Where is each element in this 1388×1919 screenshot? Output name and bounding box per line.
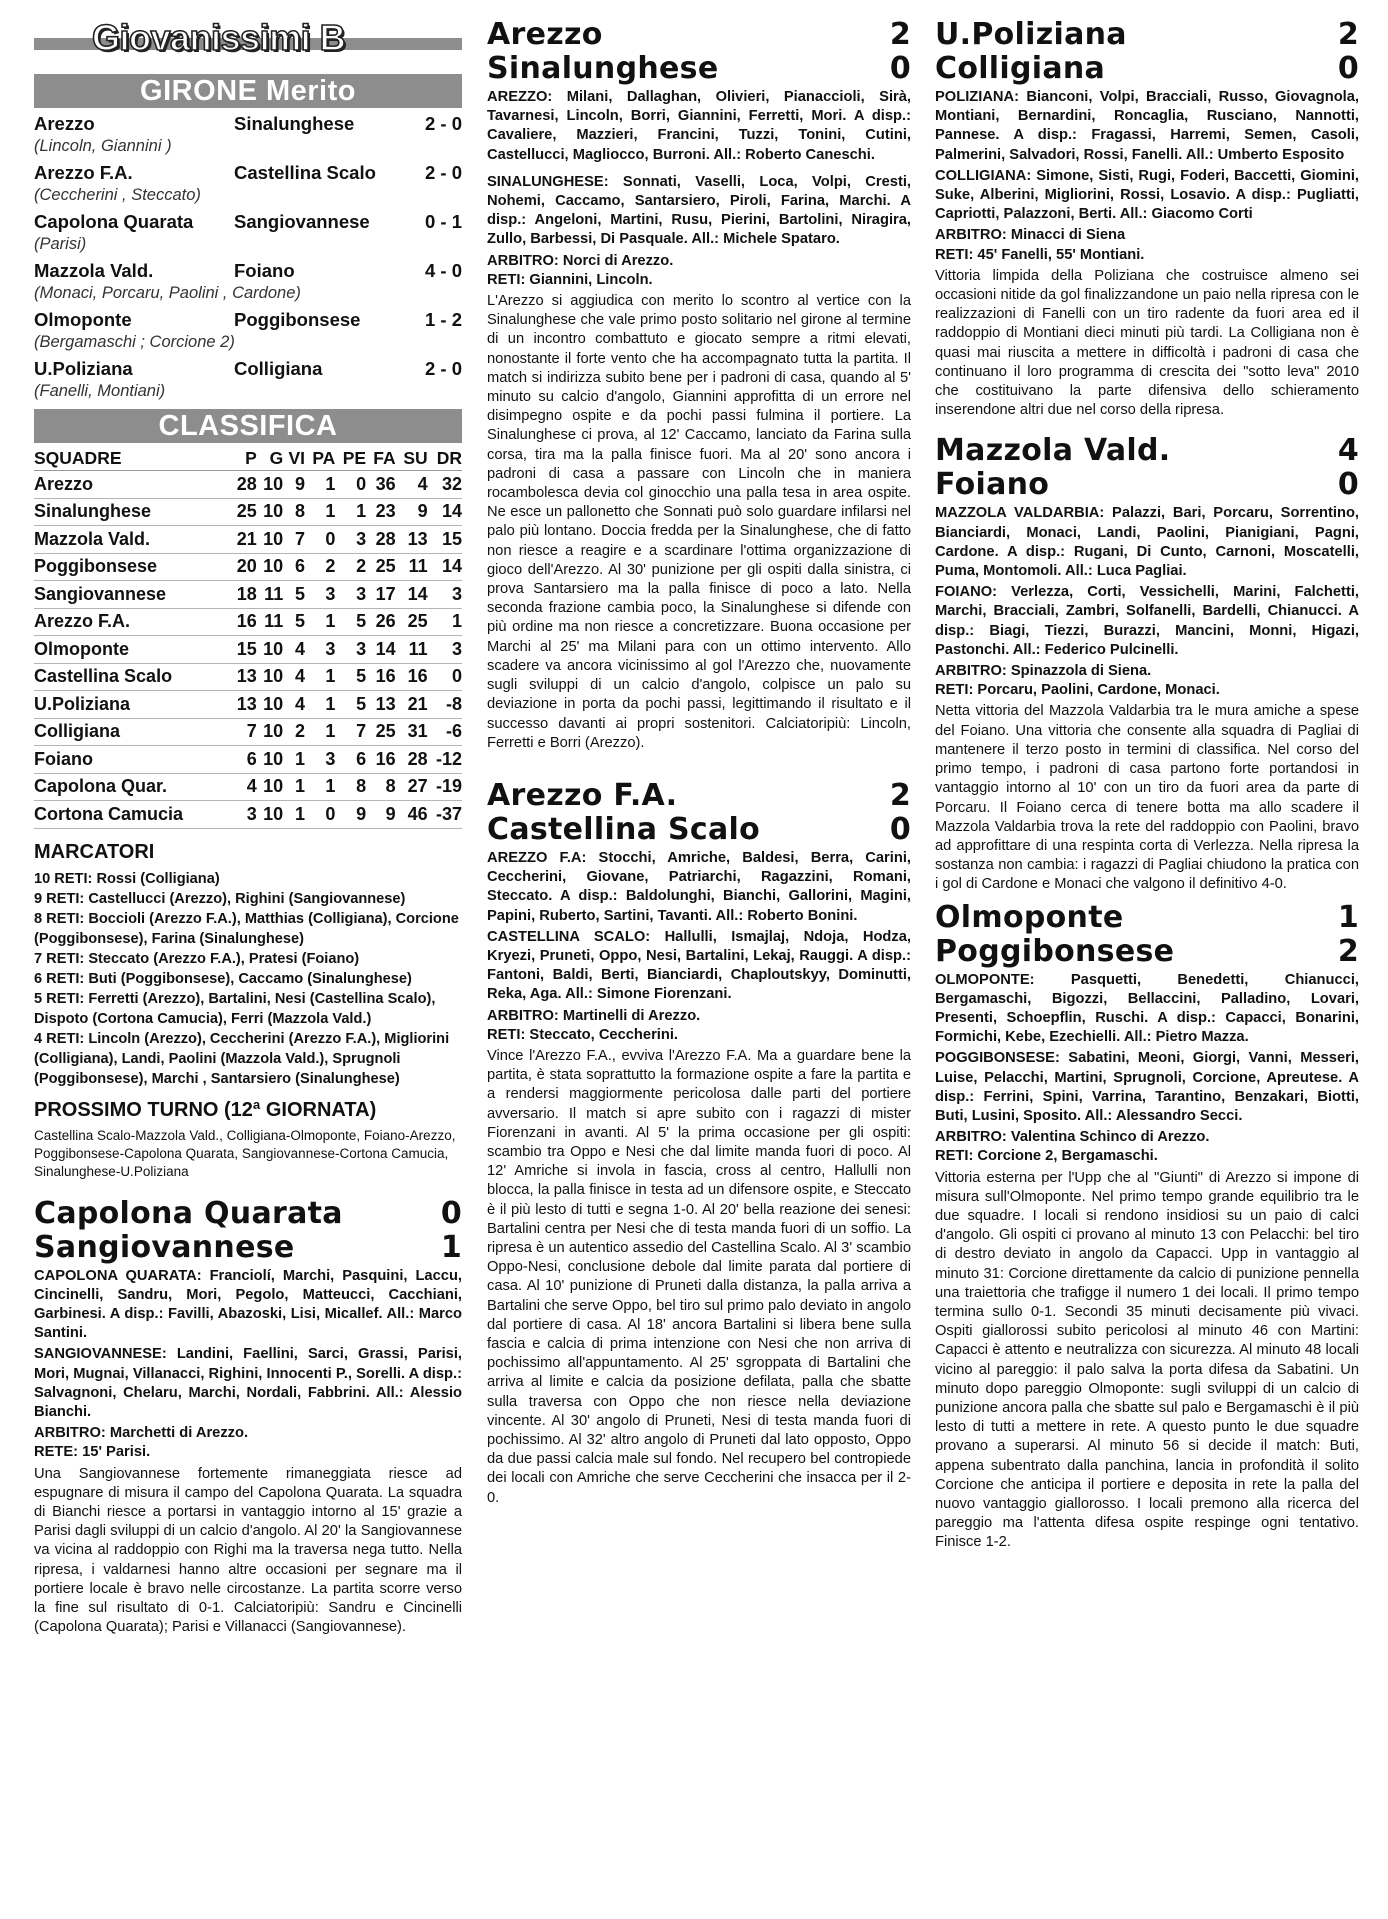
stat-cell: 14	[366, 636, 395, 664]
result-row	[34, 357, 462, 381]
stat-cell: 10	[257, 526, 283, 554]
stat-cell: 5	[335, 691, 366, 719]
stat-cell: 13	[230, 691, 256, 719]
list-item: 10 RETI: Rossi (Colligiana)	[34, 870, 220, 887]
team-name: Castellina Scalo	[34, 663, 230, 691]
match-head-home: Arezzo 2	[487, 17, 911, 52]
stat-cell: 28	[230, 471, 256, 499]
reti: RETE: 15' Parisi.	[34, 1444, 151, 1461]
stat-cell: 16	[366, 663, 395, 691]
stat-cell: 3	[428, 636, 462, 664]
result-row	[34, 259, 462, 283]
standings-header-row	[34, 447, 462, 471]
result-score: 2 - 0	[424, 358, 462, 379]
lineup-home: MAZZOLA VALDARBIA: Palazzi, Bari, Porcaru, Sorrentino, Bianciardi, Monaci, Landi, Paolini, Pianigiani, Pagni, Cardone. A disp.: Rugani, Di Cunto, Carnoni, Moscatelli, Puma, Montomoli. All.: Luca Pagliai.	[935, 505, 1359, 580]
stat-cell: 13	[366, 691, 395, 719]
stat-cell: 1	[305, 773, 335, 801]
stat-cell: 10	[257, 471, 283, 499]
stat-cell: 10	[257, 746, 283, 774]
stat-cell: 5	[283, 581, 305, 609]
stat-cell: 9	[366, 801, 395, 829]
stat-cell: 16	[396, 663, 428, 691]
stat-cell: -12	[428, 746, 462, 774]
list-item: 6 RETI: Buti (Poggibonsese), Caccamo (Sinalunghese)	[34, 970, 412, 987]
stat-cell: 28	[366, 526, 395, 554]
stat-cell: 2	[335, 553, 366, 581]
stat-cell: 11	[257, 581, 283, 609]
stat-cell: 15	[428, 526, 462, 554]
stat-cell: 1	[305, 691, 335, 719]
stat-cell: 3	[335, 581, 366, 609]
stat-cell: 8	[335, 773, 366, 801]
stat-cell: 10	[257, 773, 283, 801]
result-scorers: (Lincoln, Giannini )	[34, 137, 172, 155]
lineup-home: AREZZO: Milani, Dallaghan, Olivieri, Pianaccioli, Sirà, Tavarnesi, Lincoln, Borri, Giannini, Ferretti, Mori. A disp.: Cavaliere, Mazzieri, Francini, Tuzzi, Tonini, Cutini, Castellucci, Magliocco, Burroni. All.: Roberto Caneschi.	[487, 89, 911, 163]
stat-cell: 4	[283, 691, 305, 719]
arbitro: ARBITRO: Martinelli di Arezzo.	[487, 1007, 701, 1024]
stat-cell: 11	[257, 608, 283, 636]
stat-cell: 25	[230, 498, 256, 526]
result-score: 1 - 2	[424, 309, 462, 330]
stat-cell: 3	[428, 581, 462, 609]
stat-cell: 9	[335, 801, 366, 829]
team-name: Cortona Camucia	[34, 801, 230, 829]
match-head-home: Arezzo F.A. 2	[487, 777, 911, 813]
stat-cell: 6	[230, 746, 256, 774]
team-name: Arezzo	[34, 471, 230, 499]
stat-cell: 1	[428, 608, 462, 636]
match-head-home: U.Poliziana 2	[935, 17, 1359, 52]
stat-cell: 4	[283, 663, 305, 691]
stat-cell: 10	[257, 691, 283, 719]
stat-cell: 27	[396, 773, 428, 801]
lineup-away: FOIANO: Verlezza, Corti, Vessichelli, Marini, Falchetti, Marchi, Bracciali, Zambri, Solfanelli, Bardelli, Chianucci. A disp.: Biagi, Tiezzi, Burazzi, Mancini, Monni, Higazi, Pastonchi. All.: Federico Pulcinelli.	[935, 584, 1359, 658]
team-name: Poggibonsese	[34, 553, 230, 581]
stat-cell: -6	[428, 718, 462, 746]
stat-cell: 8	[366, 773, 395, 801]
stat-cell: -37	[428, 801, 462, 829]
stat-cell: 13	[230, 663, 256, 691]
standings-header-cell: SQUADRE	[34, 447, 230, 471]
stat-cell: 10	[257, 801, 283, 829]
match-arezzo	[487, 18, 911, 753]
page-title-text: Giovanissimi B	[92, 17, 346, 58]
standings-body	[34, 471, 462, 829]
column-right	[935, 18, 1359, 1553]
match-capolona	[34, 1197, 462, 1638]
match-head-away: Castellina Scalo 0	[487, 811, 911, 847]
lineup-away: POGGIBONSESE: Sabatini, Meoni, Giorgi, Vanni, Messeri, Luise, Pelacchi, Martini, Sprugnoli, Corcione, Apreutese. A disp.: Ferrini, Spini, Varrina, Tarantino, Benzakari, Biotti, Buti, Lusini, Sposito. All.: Alessandro Secci.	[935, 1050, 1359, 1124]
team-name: Foiano	[34, 746, 230, 774]
stat-cell: 6	[283, 553, 305, 581]
column-middle	[487, 18, 911, 1508]
standings-header-cell: FA	[366, 447, 395, 471]
table-row	[34, 801, 462, 829]
stat-cell: 1	[305, 471, 335, 499]
stat-cell: 2	[305, 553, 335, 581]
match-head-away: Colligiana 0	[935, 51, 1359, 86]
stat-cell: 14	[396, 581, 428, 609]
standings-header-cell: DR	[428, 447, 462, 471]
page-title	[34, 18, 462, 58]
stat-cell: 0	[428, 663, 462, 691]
arbitro: ARBITRO: Minacci di Siena	[935, 227, 1126, 244]
lineup-home: AREZZO F.A: Stocchi, Amriche, Baldesi, Berra, Carini, Ceccherini, Giovane, Patriarchi, Ragazzini, Romani, Steccato. A disp.: Baldolunghi, Bianchi, Gallorini, Magini, Papini, Ruberto, Sartini, Tavanti. All.: Roberto Bonini.	[487, 849, 911, 924]
reti: RETI: Corcione 2, Bergamaschi.	[935, 1148, 1158, 1165]
prossimo-heading: PROSSIMO TURNO (12ª GIORNATA)	[34, 1098, 377, 1121]
marcatori-list	[34, 869, 462, 1089]
table-row	[34, 636, 462, 664]
team-name: Arezzo F.A.	[34, 608, 230, 636]
stat-cell: 11	[396, 636, 428, 664]
stat-cell: 4	[283, 636, 305, 664]
table-row	[34, 663, 462, 691]
lineup-away: COLLIGIANA: Simone, Sisti, Rugi, Foderi, Baccetti, Giomini, Suke, Alberini, Migliorini, Rossi, Losavio. A disp.: Pugliatti, Capriotti, Palazzoni, Berti. All.: Giacomo Corti	[935, 167, 1359, 223]
lineup-away: SINALUNGHESE: Sonnati, Vaselli, Loca, Volpi, Cresti, Nohemi, Caccamo, Santarsiero, Piroli, Farina, Marchi. A disp.: Angeloni, Martini, Rusu, Pierini, Bartolini, Niragira, Zullo, Barbessi, Di Pasquale. All.: Michele Spataro.	[487, 173, 911, 248]
team-name: Sinalunghese	[34, 498, 230, 526]
stat-cell: 10	[257, 718, 283, 746]
list-item: 9 RETI: Castellucci (Arezzo), Righini (Sangiovannese)	[34, 890, 406, 907]
result-row	[34, 161, 462, 185]
stat-cell: 36	[366, 471, 395, 499]
team-name: U.Poliziana	[34, 691, 230, 719]
result-scorers: (Monaci, Porcaru, Paolini , Cardone)	[34, 284, 301, 302]
list-item: 4 RETI: Lincoln (Arezzo), Ceccherini (Arezzo F.A.), Migliorini (Colligiana), Landi, Paolini (Mazzola Vald.), Sprugnoli (Poggibonsese), Marchi , Santarsiero (Sinalunghese)	[34, 1030, 450, 1087]
team-name: Mazzola Vald.	[34, 526, 230, 554]
match-head-away: Sinalunghese 0	[487, 51, 911, 86]
stat-cell: 20	[230, 553, 256, 581]
table-row	[34, 553, 462, 581]
stat-cell: 10	[257, 553, 283, 581]
table-row	[34, 498, 462, 526]
stat-cell: 2	[283, 718, 305, 746]
reti: RETI: Steccato, Ceccherini.	[487, 1026, 678, 1043]
stat-cell: 5	[335, 663, 366, 691]
stat-cell: 31	[396, 718, 428, 746]
stat-cell: 21	[230, 526, 256, 554]
lineup-home: OLMOPONTE: Pasquetti, Benedetti, Chianucci, Bergamaschi, Bigozzi, Bellaccini, Palladino, Lovari, Presenti, Schoepflin, Ruschi. A disp.: Capacci, Bonarini, Formichi, Kebe, Ezechielli. All.: Pietro Mazza.	[935, 971, 1359, 1046]
team-name: Sangiovannese	[34, 581, 230, 609]
stat-cell: 3	[230, 801, 256, 829]
result-home: Olmoponte	[34, 309, 132, 330]
list-item: 5 RETI: Ferretti (Arezzo), Bartalini, Nesi (Castellina Scalo), Dispoto (Cortona Camucia), Ferri (Mazzola Vald.)	[34, 990, 436, 1027]
standings-header-cell: VI	[283, 447, 305, 471]
stat-cell: 7	[283, 526, 305, 554]
stat-cell: 14	[428, 498, 462, 526]
lineup-away: SANGIOVANNESE: Landini, Faellini, Sarci, Grassi, Parisi, Mori, Mugnai, Villanacci, Righini, Innocenti P., Sorelli. A disp.: Salvagnoni, Chelaru, Marchi, Nordali, Fabbrini. All.: Alessio Bianchi.	[34, 1346, 462, 1420]
match-head-home: Olmoponte 1	[935, 899, 1359, 935]
result-scorers: (Ceccherini , Steccato)	[34, 186, 201, 204]
result-away: Foiano	[234, 260, 295, 281]
stat-cell: 13	[396, 526, 428, 554]
result-home: Arezzo F.A.	[34, 162, 133, 183]
results-list	[34, 112, 462, 403]
stat-cell: 5	[283, 608, 305, 636]
stat-cell: 16	[230, 608, 256, 636]
list-item: 8 RETI: Boccioli (Arezzo F.A.), Matthias (Colligiana), Corcione (Poggibonsese), Farina (Sinalunghese)	[34, 910, 459, 947]
stat-cell: 1	[305, 663, 335, 691]
stat-cell: 3	[305, 636, 335, 664]
result-score: 4 - 0	[424, 260, 462, 281]
table-row	[34, 526, 462, 554]
girone-heading: GIRONE Merito	[34, 74, 462, 108]
result-row	[34, 112, 462, 136]
match-mazzola	[935, 434, 1359, 894]
stat-cell: 6	[335, 746, 366, 774]
stat-cell: 1	[305, 608, 335, 636]
stat-cell: 3	[305, 746, 335, 774]
match-head-away: Foiano 0	[935, 467, 1359, 503]
stat-cell: 25	[366, 718, 395, 746]
standings-header-cell: PA	[305, 447, 335, 471]
standings-table	[34, 447, 462, 829]
standings-header-cell: SU	[396, 447, 428, 471]
stat-cell: 25	[366, 553, 395, 581]
stat-cell: -8	[428, 691, 462, 719]
marcatori-heading: MARCATORI	[34, 840, 155, 863]
result-scorers: (Bergamaschi ; Corcione 2)	[34, 333, 235, 351]
stat-cell: 9	[283, 471, 305, 499]
result-score: 2 - 0	[424, 162, 462, 183]
stat-cell: 18	[230, 581, 256, 609]
team-name: Olmoponte	[34, 636, 230, 664]
table-row	[34, 773, 462, 801]
stat-cell: 7	[335, 718, 366, 746]
stat-cell: 1	[283, 746, 305, 774]
stat-cell: 1	[283, 801, 305, 829]
stat-cell: 26	[366, 608, 395, 636]
match-olmoponte	[935, 901, 1359, 1553]
result-home: U.Poliziana	[34, 358, 133, 379]
stat-cell: 0	[305, 801, 335, 829]
stat-cell: 15	[230, 636, 256, 664]
match-head-home: Capolona Quarata 0	[34, 1195, 462, 1231]
standings-header-cell: PE	[335, 447, 366, 471]
match-head-away: Poggibonsese 2	[935, 933, 1359, 969]
result-row	[34, 210, 462, 234]
lineup-home: CAPOLONA QUARATA: Franciolí, Marchi, Pasquini, Laccu, Cincinelli, Sandru, Mori, Pegolo, Matteucci, Cacchiani, Garbinesi. A disp.: Favilli, Abazoski, Lisi, Micallef. All.: Marco Santini.	[34, 1267, 462, 1342]
result-score: 0 - 1	[424, 211, 462, 232]
standings-header-cell: G	[257, 447, 283, 471]
match-head-home: Mazzola Vald. 4	[935, 433, 1359, 469]
stat-cell: 11	[396, 553, 428, 581]
lineup-away: CASTELLINA SCALO: Hallulli, Ismajlaj, Ndoja, Hodza, Kryezi, Pruneti, Oppo, Nesi, Bartalini, Lekaj, Rauggi. A disp.: Fantoni, Baldi, Berti, Bianciardi, Chaploutskyy, Dominutti, Reka, Aga. All.: Simone Fiorenzani.	[487, 928, 911, 1003]
stat-cell: 17	[366, 581, 395, 609]
arbitro: ARBITRO: Norci di Arezzo.	[487, 252, 674, 269]
stat-cell: 23	[366, 498, 395, 526]
stat-cell: 4	[396, 471, 428, 499]
result-scorers: (Parisi)	[34, 235, 87, 253]
arbitro: ARBITRO: Valentina Schinco di Arezzo.	[935, 1129, 1210, 1146]
stat-cell: 1	[305, 498, 335, 526]
table-row	[34, 746, 462, 774]
stat-cell: 0	[335, 471, 366, 499]
stat-cell: 1	[335, 498, 366, 526]
result-row	[34, 308, 462, 332]
stat-cell: 7	[230, 718, 256, 746]
lineup-home: POLIZIANA: Bianconi, Volpi, Bracciali, Russo, Giovagnola, Montiani, Bernardini, Roncaglia, Rusciano, Nannotti, Pannese. A disp.: Fragassi, Harremi, Semen, Casoli, Palmerini, Salvadori, Rossi, Fanelli. All.: Umberto Esposito	[935, 89, 1359, 163]
stat-cell: 25	[396, 608, 428, 636]
stat-cell: 10	[257, 498, 283, 526]
result-scorers: (Fanelli, Montiani)	[34, 382, 166, 400]
result-away: Poggibonsese	[234, 309, 361, 330]
result-away: Castellina Scalo	[234, 162, 376, 183]
result-score: 2 - 0	[424, 113, 462, 134]
arbitro: ARBITRO: Spinazzola di Siena.	[935, 663, 1152, 680]
table-row	[34, 471, 462, 499]
column-left	[34, 18, 462, 1637]
stat-cell: 8	[283, 498, 305, 526]
stat-cell: 10	[257, 663, 283, 691]
stat-cell: 5	[335, 608, 366, 636]
stat-cell: 3	[335, 526, 366, 554]
match-article: Vince l'Arezzo F.A., evviva l'Arezzo F.A. Ma a guardare bene la partita, è stata soprattutto la formazione ospite a fare la partita e a rendersi maggiormente pericolosa dalle parti del portiere avversario. Il match si apre subito con i ragazzi di mister Fiorenzani in avanti. Al 5' la prima occasione per gli ospiti: scambio tra Oppo e Nesi che dal limite manda fuori di poco. Al 12' Amriche si invola in fascia, cross al centro, Hallulli non blocca, la palla finisce in testa ad un difensore ospite, e Steccato è il più lesto di tutti e segna 1-0. Al 20' bella reazione dei senesi: Bartalini centra per Nesi che di testa manda fuori di un soffio. La ripresa è un autentico assedio del Castellina Scalo. Al 3' scambio Oppo-Nesi, conclusione debole dal limite parata dal portiere di casa. Al 10' punizione di Pruneti dalla distanza, la palla arriva a Bartalini che serve Oppo, bel tiro sul primo palo deviato in angolo dal portiere di casa. Al 18' ancora Bartalini si libera bene sulla fascia e calcia di prima intenzione con Nesi che non arriva di pochissimo all'appuntamento. Al 25' sgroppata di Bartalini che arriva al limite e calcia da posizione defilata, palla che sbatte sulla traversa con Oppo che non riesce nella deviazione vincente. Al 30' angolo di Pruneti, Nesi di testa manda fuori di pochissimo. Al 32' altro angolo di Pruneti dal lato opposto, Oppo da due passi calcia male sul fondo. Nel recupero bel contropiede dei locali con Amriche che serve Ceccherini che insacca per il 2-0.	[487, 1047, 911, 1506]
match-arezzofa	[487, 779, 911, 1508]
stat-cell: 14	[428, 553, 462, 581]
table-row	[34, 581, 462, 609]
match-poliziana	[935, 18, 1359, 420]
team-name: Capolona Quar.	[34, 773, 230, 801]
match-article: Una Sangiovannese fortemente rimaneggiata riesce ad espugnare di misura il campo del Capolona Quarata. La squadra di Bianchi riesce a portarsi in vantaggio intorno al 15' grazie a Parisi dagli sviluppi di un calcio d'angolo. Al 20' la Sangiovannese va vicina al raddoppio con Righi ma la traversa nega tutto. Nella ripresa, i valdarnesi hanno altre occasioni per segnare ma il portiere locale è bravo nelle circostanze. La partita scorre verso la fine sul risultato di 0-1. Calciatoripiù: Sandru e Cincinelli (Capolona Quarata); Parisi e Villanacci (Sangiovannese).	[34, 1465, 462, 1636]
stat-cell: 28	[396, 746, 428, 774]
stat-cell: 10	[257, 636, 283, 664]
stat-cell: 0	[305, 526, 335, 554]
match-head-away: Sangiovannese 1	[34, 1229, 462, 1265]
result-home: Capolona Quarata	[34, 211, 194, 232]
stat-cell: 3	[335, 636, 366, 664]
stat-cell: 32	[428, 471, 462, 499]
result-away: Colligiana	[234, 358, 323, 379]
list-item: 7 RETI: Steccato (Arezzo F.A.), Pratesi (Foiano)	[34, 950, 360, 967]
result-home: Mazzola Vald.	[34, 260, 154, 281]
stat-cell: 9	[396, 498, 428, 526]
result-home: Arezzo	[34, 113, 95, 134]
stat-cell: 46	[396, 801, 428, 829]
stat-cell: 1	[283, 773, 305, 801]
stat-cell: -19	[428, 773, 462, 801]
stat-cell: 4	[230, 773, 256, 801]
reti: RETI: Porcaru, Paolini, Cardone, Monaci.	[935, 682, 1220, 699]
table-row	[34, 608, 462, 636]
classifica-heading: CLASSIFICA	[34, 409, 462, 443]
match-article: Netta vittoria del Mazzola Valdarbia tra le mura amiche a spese del Foiano. Una vittoria che consente alla squadra di Pagliai di mantenere il terzo posto in termini di classifica. Nel corso del primo tempo, i padroni di casa partono forte portandosi in vantaggio intorno al 10' con un tiro da fuori area da parte di Porcaru. Il Foiano cerca di tenere botta ma allo scadere il Mazzola Valdarbia trova la rete del raddoppio con Paolini, bravo ad approfittare di una respinta corta di Verlezza. Nella ripresa la sostanza non cambia: i ragazzi di Pagliai chiudono la pratica con i gol di Cardone e Monaci che valgono il definitivo 4-0.	[935, 703, 1359, 893]
table-row	[34, 718, 462, 746]
match-article: L'Arezzo si aggiudica con merito lo scontro al vertice con la Sinalunghese che vale primo posto solitario nel girone al termine di un incontro combattuto e giocato sempre a ritmi elevati, nonostante il forte vento che ha accompagnato tutta la partita. Il match si indirizza subito bene per i padroni di casa, quando al 5' minuto su calcio d'angolo, Giannini approfitta di un errore nel disimpegno ospite e da pochi passi fulmina il portiere. La Sinalunghese ci prova, al 12' Caccamo, lanciato da Farina sulla corsa, tira ma la palla finisce fuori. Ma al 20' sono ancora i padroni di casa a passare con Lincoln che in maniera rocambolesca devia col ginocchio una palla tesa in area ospite. Ne esce un pallonetto che Sonnati può solo guardare infilarsi nel palo più lontano. Doccia fredda per la Sinalunghese, che di fatto non riesce a reagire e a scardinare l'ottima organizzazione di gioco dell'Arezzo. Al 30' punizione per gli ospiti dalla sinistra, ci prova Santarsiero ma la palla finisce di poco a lato. Nella seconda frazione cambia poco, la Sinalunghese si difende con più ordine ma non riesce a concretizzare. Buona occasione per Marchi al 25' ma Milani para con un ottimo intervento. Allo scadere va ancora vicinissimo al gol l'Arezzo che, nuovamente sugli sviluppi di un calcio d'angolo, colpisce un palo su deviazione in porta da pochi passi, legittimando il risultato e il successo davanti ai propri sostenitori. Calciatoripiù: Lincoln, Ferretti e Borri (Arezzo).	[487, 293, 911, 751]
stat-cell: 16	[366, 746, 395, 774]
arbitro: ARBITRO: Marchetti di Arezzo.	[34, 1425, 249, 1442]
table-row	[34, 691, 462, 719]
result-away: Sangiovannese	[234, 211, 370, 232]
result-away: Sinalunghese	[234, 113, 355, 134]
team-name: Colligiana	[34, 718, 230, 746]
match-article: Vittoria limpida della Poliziana che costruisce almeno sei occasioni nitide da gol finalizzandone un paio nella ripresa con le realizzazioni di Fanelli con un tiro radente da fuori area ed il raddoppio di Montiani dieci minuti più tardi. La Colligiana non è quasi mai riuscita a mettere in difficoltà i padroni di casa che continuano il loro programma di crescita dei "sotto leva" 2010 che costituivano la parte difensiva dello schieramento inserendone altri due nel corso della ripresa.	[935, 267, 1359, 419]
stat-cell: 3	[305, 581, 335, 609]
stat-cell: 21	[396, 691, 428, 719]
reti: RETI: Giannini, Lincoln.	[487, 271, 653, 288]
match-article: Vittoria esterna per l'Upp che al "Giunti" di Arezzo si impone di misura sull'Olmoponte. Nel primo tempo grande equilibrio tra le due squadre. I locali si rendono insidiosi su un paio di calci d'angolo. Gli ospiti ci provano al minuto 13 con Pelacchi: bel tiro di destro deviato in angolo da Capacci. Upp in vantaggio al minuto 31: Corcione direttamente da calcio di punizione pennella una traiettoria che trafigge il numero 1 dei locali. Il primo tempo termina sullo 0-1. Secondi 35 minuti decisamente più vivaci. Ospiti giallorossi subito pericolosi al minuto 46 con Martini: Capacci è attento e neutralizza con sicurezza. Al minuto 48 locali vicino al pareggio: il palo salva la porta difesa da Sabatini. Un minuto dopo pareggio Olmoponte: sugli sviluppi di un calcio di punizione ancora palla che sbatte sul palo e Bergamaschi è il più lesto di tutti a mettere in rete. A questo punto le due squadre provano a superarsi. Al minuto 56 si decide il match: Buti, appena subentrato dalla panchina, lancia in profondità il solito Corcione che anticipa il portiere e deposita in rete la palla del nuovo vantaggio giallorosso. I locali premono alla ricerca del pareggio ma l'attenta difesa ospite respinge ogni tentativo. Finisce 1-2.	[935, 1169, 1359, 1551]
stat-cell: 1	[305, 718, 335, 746]
reti: RETI: 45' Fanelli, 55' Montiani.	[935, 246, 1145, 263]
prossimo-text: Castellina Scalo-Mazzola Vald., Colligiana-Olmoponte, Foiano-Arezzo, Poggibonsese-Capolona Quarata, Sangiovannese-Cortona Camucia, Sinalunghese-U.Poliziana	[34, 1127, 456, 1179]
standings-header-cell: P	[230, 447, 256, 471]
